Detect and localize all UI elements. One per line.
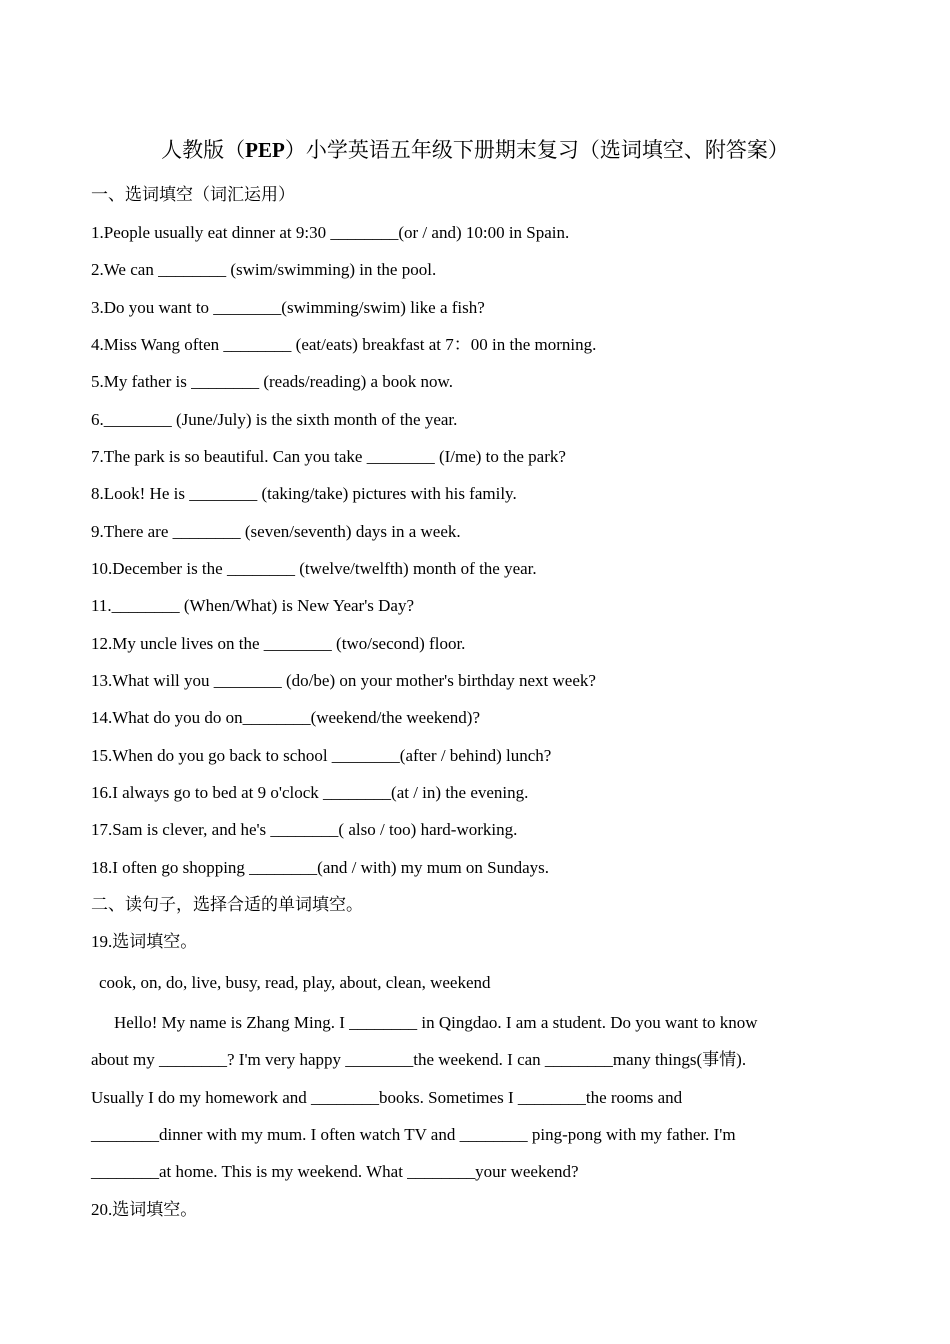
title-suffix: ）小学英语五年级下册期末复习（选词填空、附答案） <box>284 138 789 162</box>
question-3: 3.Do you want to ________(swimming/swim) like a fish? <box>91 298 485 317</box>
question-1: 1.People usually eat dinner at 9:30 ________(or / and) 10:00 in Spain. <box>91 223 570 242</box>
question-11: 11.________ (When/What) is New Year's Day? <box>91 596 414 615</box>
question-19-label: 19.选词填空。 <box>91 932 198 951</box>
question-6: 6.________ (June/July) is the sixth month of the year. <box>91 410 458 429</box>
question-10: 10.December is the ________ (twelve/twelfth) month of the year. <box>91 559 537 578</box>
question-17: 17.Sam is clever, and he's ________( also / too) hard-working. <box>91 820 518 839</box>
question-5: 5.My father is ________ (reads/reading) a book now. <box>91 372 453 391</box>
passage-line-3: Usually I do my homework and ________books. Sometimes I ________the rooms and <box>91 1088 683 1107</box>
question-14: 14.What do you do on________(weekend/the weekend)? <box>91 708 480 727</box>
question-9: 9.There are ________ (seven/seventh) days in a week. <box>91 522 461 541</box>
question-20-label: 20.选词填空。 <box>91 1200 198 1219</box>
passage-line-1: Hello! My name is Zhang Ming. I ________ in Qingdao. I am a student. Do you want to know <box>114 1013 758 1032</box>
document-title <box>0 136 950 164</box>
passage-line-5: ________at home. This is my weekend. What ________your weekend? <box>91 1162 579 1181</box>
question-12: 12.My uncle lives on the ________ (two/second) floor. <box>91 634 466 653</box>
title-pep: PEP <box>245 138 285 162</box>
passage-line-2: about my ________? I'm very happy ________the weekend. I can ________many things(事情). <box>91 1050 747 1069</box>
question-16: 16.I always go to bed at 9 o'clock ________(at / in) the evening. <box>91 783 529 802</box>
question-18: 18.I often go shopping ________(and / with) my mum on Sundays. <box>91 858 550 877</box>
title-prefix: 人教版（ <box>161 138 246 162</box>
section-1-heading: 一、选词填空（词汇运用） <box>91 185 295 204</box>
question-7: 7.The park is so beautiful. Can you take ________ (I/me) to the park? <box>91 447 566 466</box>
question-15: 15.When do you go back to school ________(after / behind) lunch? <box>91 746 552 765</box>
word-bank: cook, on, do, live, busy, read, play, about, clean, weekend <box>99 973 491 992</box>
question-2: 2.We can ________ (swim/swimming) in the pool. <box>91 260 437 279</box>
question-8: 8.Look! He is ________ (taking/take) pictures with his family. <box>91 484 517 503</box>
question-4: 4.Miss Wang often ________ (eat/eats) breakfast at 7：00 in the morning. <box>91 335 597 354</box>
section-2-heading: 二、读句子，选择合适的单词填空。 <box>91 895 363 914</box>
question-13: 13.What will you ________ (do/be) on your mother's birthday next week? <box>91 671 596 690</box>
passage-line-4: ________dinner with my mum. I often watch TV and ________ ping-pong with my father. I'm <box>91 1125 736 1144</box>
